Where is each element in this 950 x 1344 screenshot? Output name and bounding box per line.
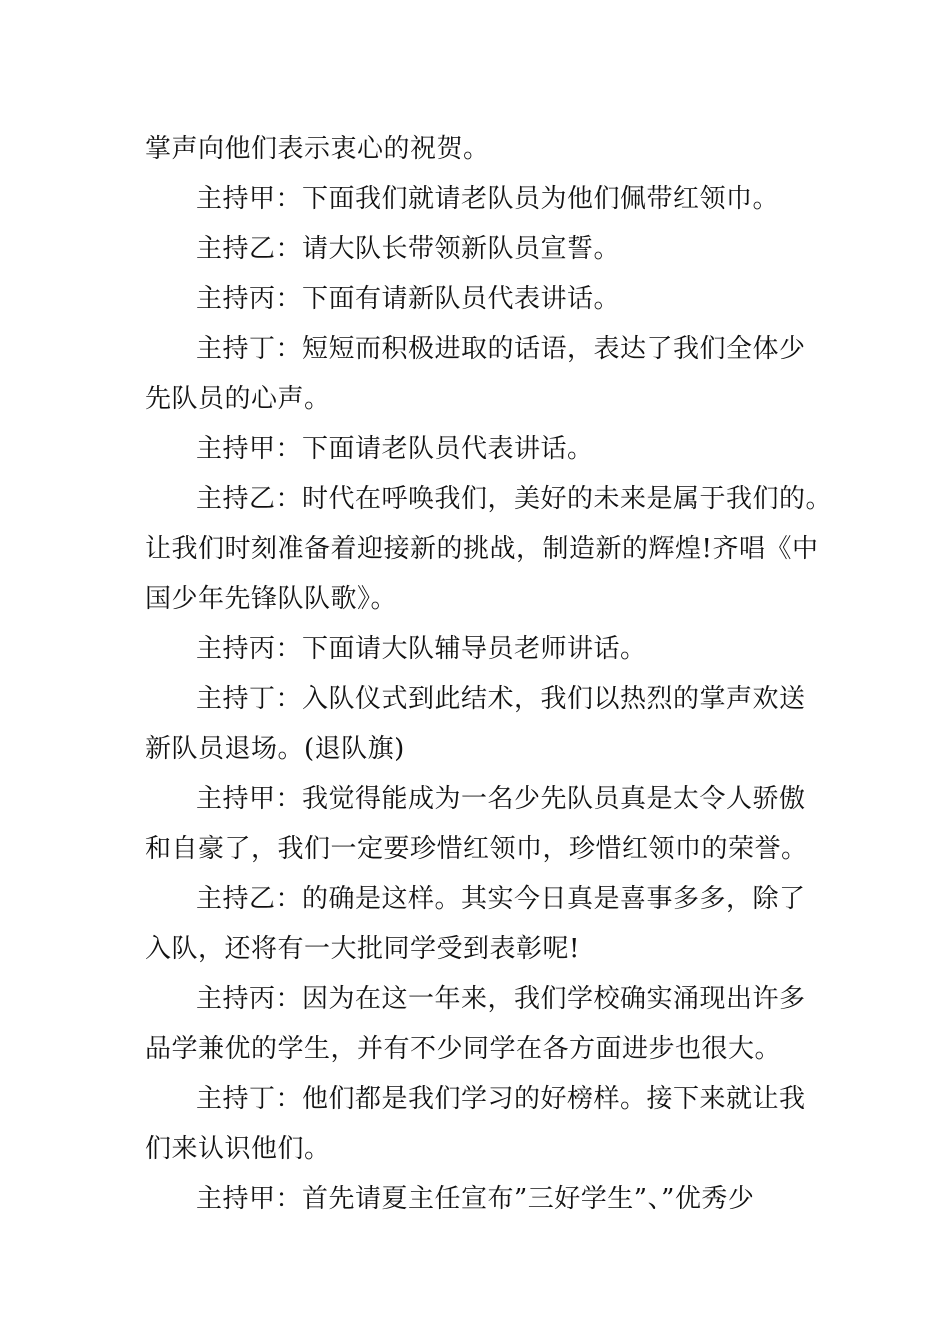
text-line: 主持丙：因为在这一年来，我们学校确实涌现出许多 [196, 984, 806, 1014]
text-line: 主持甲：下面请老队员代表讲话。 [196, 434, 594, 464]
text-line: 主持丙：下面有请新队员代表讲话。 [196, 284, 621, 314]
text-line: 国少年先锋队队歌》。 [145, 584, 398, 614]
text-line: 主持丁：他们都是我们学习的好榜样。接下来就让我 [196, 1084, 806, 1114]
text-line: 让我们时刻准备着迎接新的挑战，制造新的辉煌!齐唱《中 [145, 534, 819, 564]
text-line: 主持甲：首先请夏主任宣布”三好学生”、”优秀少 [196, 1184, 755, 1214]
text-line: 主持乙：时代在呼唤我们，美好的未来是属于我们的。 [196, 484, 833, 514]
text-line: 主持乙：的确是这样。其实今日真是喜事多多，除了 [196, 884, 806, 914]
text-line: 新队员退场。(退队旗) [145, 734, 405, 764]
text-line: 入队，还将有一大批同学受到表彰呢! [145, 934, 580, 964]
text-line: 主持甲：下面我们就请老队员为他们佩带红领巾。 [196, 184, 780, 214]
text-line: 品学兼优的学生，并有不少同学在各方面进步也很大。 [145, 1034, 782, 1064]
text-line: 和自豪了，我们一定要珍惜红领巾，珍惜红领巾的荣誉。 [145, 834, 808, 864]
text-line: 掌声向他们表示衷心的祝贺。 [145, 134, 490, 164]
text-line: 主持乙：请大队长带领新队员宣誓。 [196, 234, 621, 264]
text-line: 主持丁：短短而积极进取的话语，表达了我们全体少 [196, 334, 806, 364]
text-line: 先队员的心声。 [145, 384, 331, 414]
text-line: 主持丙：下面请大队辅导员老师讲话。 [196, 634, 647, 664]
text-line: 主持甲：我觉得能成为一名少先队员真是太令人骄傲 [196, 784, 806, 814]
text-line: 们来认识他们。 [145, 1134, 331, 1164]
text-line: 主持丁：入队仪式到此结术，我们以热烈的掌声欢送 [196, 684, 806, 714]
